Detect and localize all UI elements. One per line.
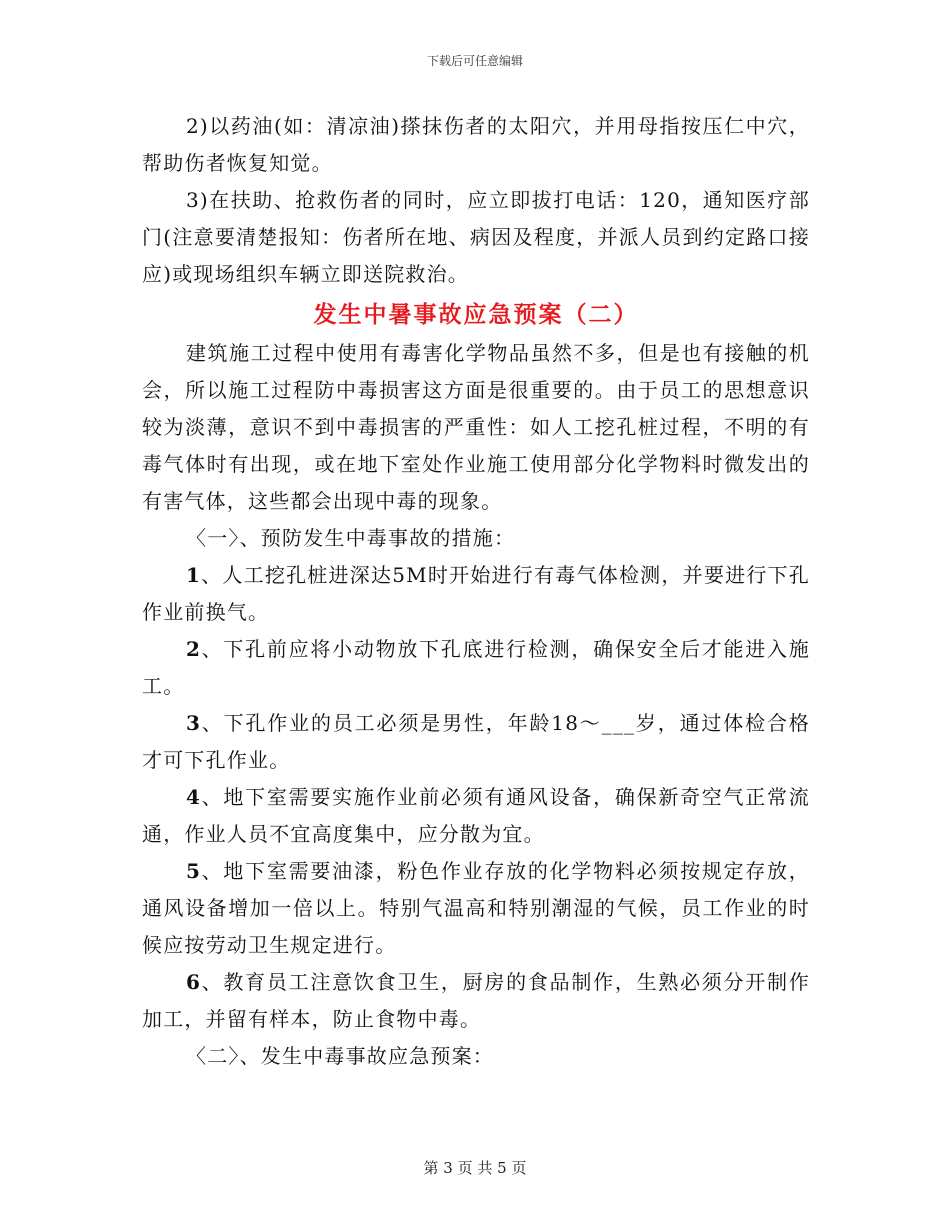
- list-item: [142, 705, 810, 779]
- item-number: 4: [186, 785, 202, 809]
- item-number: 3: [186, 711, 202, 735]
- list-item: [142, 631, 810, 705]
- item-text: 、地下室需要实施作业前必须有通风设备，确保新奇空气正常流通，作业人员不宜高度集中，应分散为宜。: [142, 785, 810, 846]
- subheading-emergency-plan: 〈二〉、发生中毒事故应急预案：: [186, 1044, 494, 1068]
- item-text: 、地下室需要油漆，粉色作业存放的化学物料必须按规定存放，通风设备增加一倍以上。特别气温高和特别潮湿的气候，员工作业的时候应按劳动卫生规定进行。: [142, 859, 810, 957]
- item-text: 、下孔前应将小动物放下孔底进行检测，确保安全后才能进入施工。: [142, 637, 810, 698]
- paragraph-intro-3: 3)在扶助、抢救伤者的同时，应立即拔打电话：120，通知医疗部门(注意要清楚报知：伤者所在地、病因及程度，并派人员到约定路口接应)或现场组织车辆立即送院救治。: [142, 188, 810, 286]
- item-number: 1: [186, 563, 202, 587]
- item-number: 2: [186, 637, 202, 661]
- list-item: [142, 779, 810, 853]
- item-number: 6: [186, 970, 202, 994]
- page-header-note: 下载后可任意编辑: [426, 54, 523, 68]
- paragraph-intro-2: 2)以药油(如：清凉油)搽抹伤者的太阳穴，并用母指按压仁中穴，帮助伤者恢复知觉。: [142, 114, 810, 175]
- item-text: 、人工挖孔桩进深达5M时开始进行有毒气体检测，并要进行下孔作业前换气。: [142, 563, 810, 624]
- list-item: [142, 557, 810, 631]
- item-text: 、教育员工注意饮食卫生，厨房的食品制作，生熟必须分开制作加工，并留有样本，防止食物中毒。: [142, 970, 810, 1031]
- list-item: [142, 853, 810, 964]
- item-text: 、下孔作业的员工必须是男性，年龄18～___岁，通过体检合格才可下孔作业。: [142, 711, 810, 772]
- document-body: [142, 108, 810, 1075]
- list-item: [142, 964, 810, 1038]
- item-number: 5: [186, 859, 202, 883]
- section-title: 发生中暑事故应急预案（二）: [313, 301, 639, 328]
- section-body-paragraph: 建筑施工过程中使用有毒害化学物品虽然不多，但是也有接触的机会，所以施工过程防中毒损害这方面是很重要的。由于员工的思想意识较为淡薄，意识不到中毒损害的严重性：如人工挖孔桩过程，不明的有毒气体时有出现，或在地下室处作业施工使用部分化学物料时微发出的有害气体，这些都会出现中毒的现象。: [142, 341, 810, 513]
- page-number-footer: 第 3 页 共 5 页: [423, 1159, 527, 1177]
- subheading-prevention: 〈一〉、预防发生中毒事故的措施：: [186, 526, 516, 550]
